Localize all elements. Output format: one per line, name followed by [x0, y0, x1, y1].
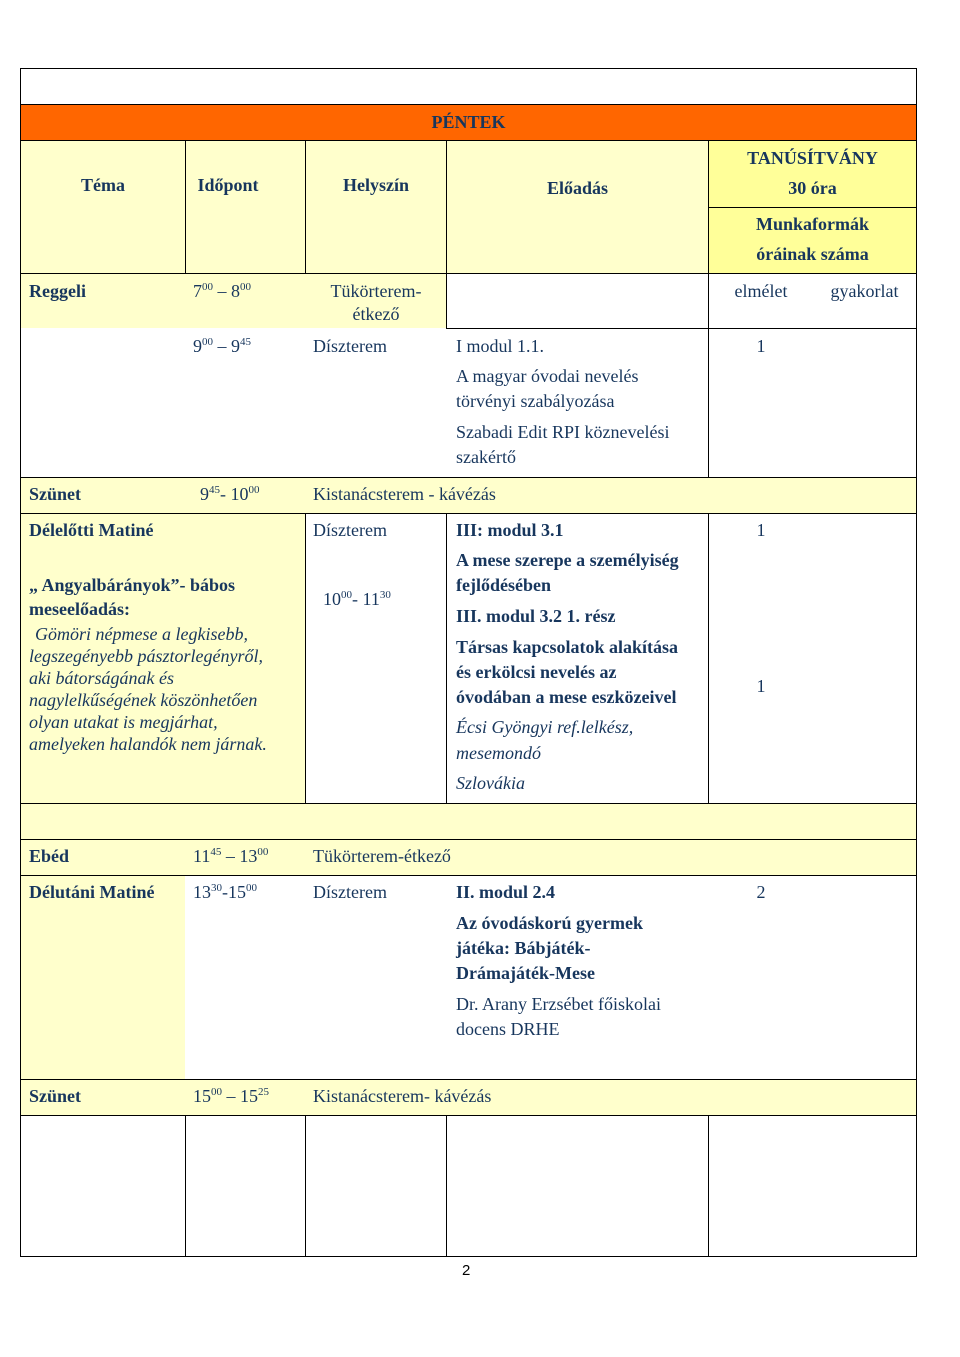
- table-rule: [20, 1115, 917, 1116]
- matine-show-line-1: „ Angyalbárányok”- bábos: [29, 575, 236, 595]
- matine-description-line-6: amelyeken halandók nem járnak.: [29, 734, 267, 754]
- matine-description-line-5: olyan utakat is megjárhat,: [29, 712, 218, 732]
- table-rule: [305, 513, 306, 803]
- table-rule: [20, 273, 917, 274]
- table-rule: [916, 68, 917, 1257]
- matine-theory-hours-a: 1: [756, 520, 766, 540]
- breakfast-place-line-1: Tükörterem-: [330, 281, 422, 301]
- table-rule: [20, 513, 917, 514]
- lecture1-title-line-2: törvényi szabályozása: [456, 391, 615, 411]
- table-rule: [708, 207, 917, 208]
- spacer-row-band: [21, 803, 916, 839]
- afternoon-title-line-1: Az óvodáskorú gyermek: [456, 913, 643, 933]
- table-rule: [20, 140, 917, 141]
- matine-description-line-4: nagylelkűségének köszönhetően: [29, 690, 258, 710]
- table-rule: [20, 1256, 917, 1257]
- matine-speaker-line-3: Szlovákia: [456, 773, 525, 793]
- matine-title-b-line-3: óvodában a mese eszközeivel: [456, 687, 677, 707]
- afternoon-speaker-line-2: docens DRHE: [456, 1019, 560, 1039]
- matine-title-a-line-2: fejlődésében: [456, 575, 551, 595]
- table-rule: [20, 875, 917, 876]
- break2-place: Kistanácsterem- kávézás: [313, 1086, 492, 1106]
- matine-title-a-line-1: A mese szerepe a személyiség: [456, 550, 679, 570]
- column-header-lecture: Előadás: [546, 178, 609, 198]
- break2-time: $15^{00} - 15^{25}$: [193, 1086, 269, 1106]
- matine-title-b-line-2: és erkölcsi nevelés az: [456, 662, 617, 682]
- practice-label: gyakorlat: [830, 281, 899, 301]
- table-rule: [20, 477, 917, 478]
- table-rule: [185, 1115, 186, 1256]
- table-rule: [20, 68, 21, 1257]
- table-rule: [305, 1115, 306, 1256]
- afternoon-topic-band: [21, 875, 185, 1079]
- afternoon-topic: Délutáni Matiné: [29, 882, 155, 902]
- afternoon-place: Díszterem: [313, 882, 387, 902]
- table-rule: [708, 513, 709, 803]
- lunch-place: Tükörterem-étkező: [313, 846, 451, 866]
- table-rule: [20, 803, 917, 804]
- table-rule: [305, 140, 306, 273]
- lecture1-speaker-line-2: szakértő: [456, 447, 516, 467]
- breakfast-time: $7^{00} - 8^{00}$: [193, 281, 251, 301]
- matine-description-line-2: legszegényebb pásztorlegényről,: [29, 646, 263, 666]
- table-rule: [185, 140, 186, 273]
- break1-topic: Szünet: [29, 484, 82, 504]
- afternoon-module: II. modul 2.4: [456, 882, 556, 902]
- table-rule: [708, 1115, 709, 1256]
- column-header-place: Helyszín: [343, 175, 409, 195]
- day-title: PÉNTEK: [431, 112, 506, 132]
- afternoon-theory-hours: 2: [756, 882, 766, 902]
- table-rule: [20, 1079, 917, 1080]
- header-row-band: [21, 140, 708, 273]
- table-rule: [446, 513, 447, 803]
- lecture1-place: Díszterem: [313, 336, 387, 356]
- table-rule: [20, 104, 917, 105]
- breakfast-topic: Reggeli: [29, 281, 86, 301]
- matine-time: $10^{00}-$ $11^{30}$: [323, 589, 391, 609]
- certificate-title: TANÚSÍTVÁNY: [747, 148, 878, 168]
- lecture1-module: I modul 1.1.: [456, 336, 544, 356]
- lunch-topic: Ebéd: [29, 846, 70, 866]
- matine-description-line-3: aki bátorságának és: [29, 668, 174, 688]
- table-rule: [20, 839, 917, 840]
- afternoon-speaker-line-1: Dr. Arany Erzsébet főiskolai: [456, 994, 661, 1014]
- theory-label: elmélet: [734, 281, 788, 301]
- table-rule: [20, 68, 917, 69]
- matine-title-b-line-1: Társas kapcsolatok alakítása: [456, 637, 679, 657]
- lunch-row-band: [21, 839, 916, 875]
- table-rule: [446, 328, 917, 329]
- lunch-time: $11^{45} - 13^{00}$: [193, 846, 269, 866]
- lecture1-speaker-line-1: Szabadi Edit RPI köznevelési: [456, 422, 670, 442]
- column-header-time: Időpont: [197, 175, 259, 195]
- certificate-hours: 30 óra: [788, 178, 837, 198]
- matine-speaker-line-2: mesemondó: [456, 743, 541, 763]
- break2-topic: Szünet: [29, 1086, 82, 1106]
- breakfast-place-line-2: étkező: [352, 304, 400, 324]
- lecture1-theory-hours: 1: [756, 336, 766, 356]
- page-number: 2: [462, 1262, 471, 1279]
- matine-speaker-line-1: Écsi Gyöngyi ref.lelkész,: [456, 717, 634, 737]
- matine-topic: Délelőtti Matiné: [29, 520, 154, 540]
- table-rule: [446, 1115, 447, 1256]
- afternoon-time: $13^{30}-15^{00}$: [193, 882, 257, 902]
- matine-theory-hours-b: 1: [756, 676, 766, 696]
- work-forms-hours-label: óráinak száma: [756, 244, 869, 264]
- matine-show-line-2: meseelőadás:: [29, 599, 130, 619]
- matine-module-b: III. modul 3.2 1. rész: [456, 606, 616, 626]
- lecture1-time: $9^{00} - 9^{45}$: [193, 336, 251, 356]
- lecture1-title-line-1: A magyar óvodai nevelés: [456, 366, 639, 386]
- table-rule: [446, 140, 447, 328]
- afternoon-title-line-2: játéka: Bábjáték-: [456, 938, 591, 958]
- break1-place: Kistanácsterem - kávézás: [313, 484, 496, 504]
- break1-time: $9^{45}-$ $10^{00}$: [200, 484, 260, 504]
- work-forms-label: Munkaformák: [755, 214, 869, 234]
- afternoon-title-line-3: Drámajáték-Mese: [456, 963, 595, 983]
- column-header-topic: Téma: [81, 175, 125, 195]
- matine-description-line-1: Gömöri népmese a legkisebb,: [35, 624, 248, 644]
- matine-module-a: III: modul 3.1: [456, 520, 564, 540]
- matine-place: Díszterem: [313, 520, 387, 540]
